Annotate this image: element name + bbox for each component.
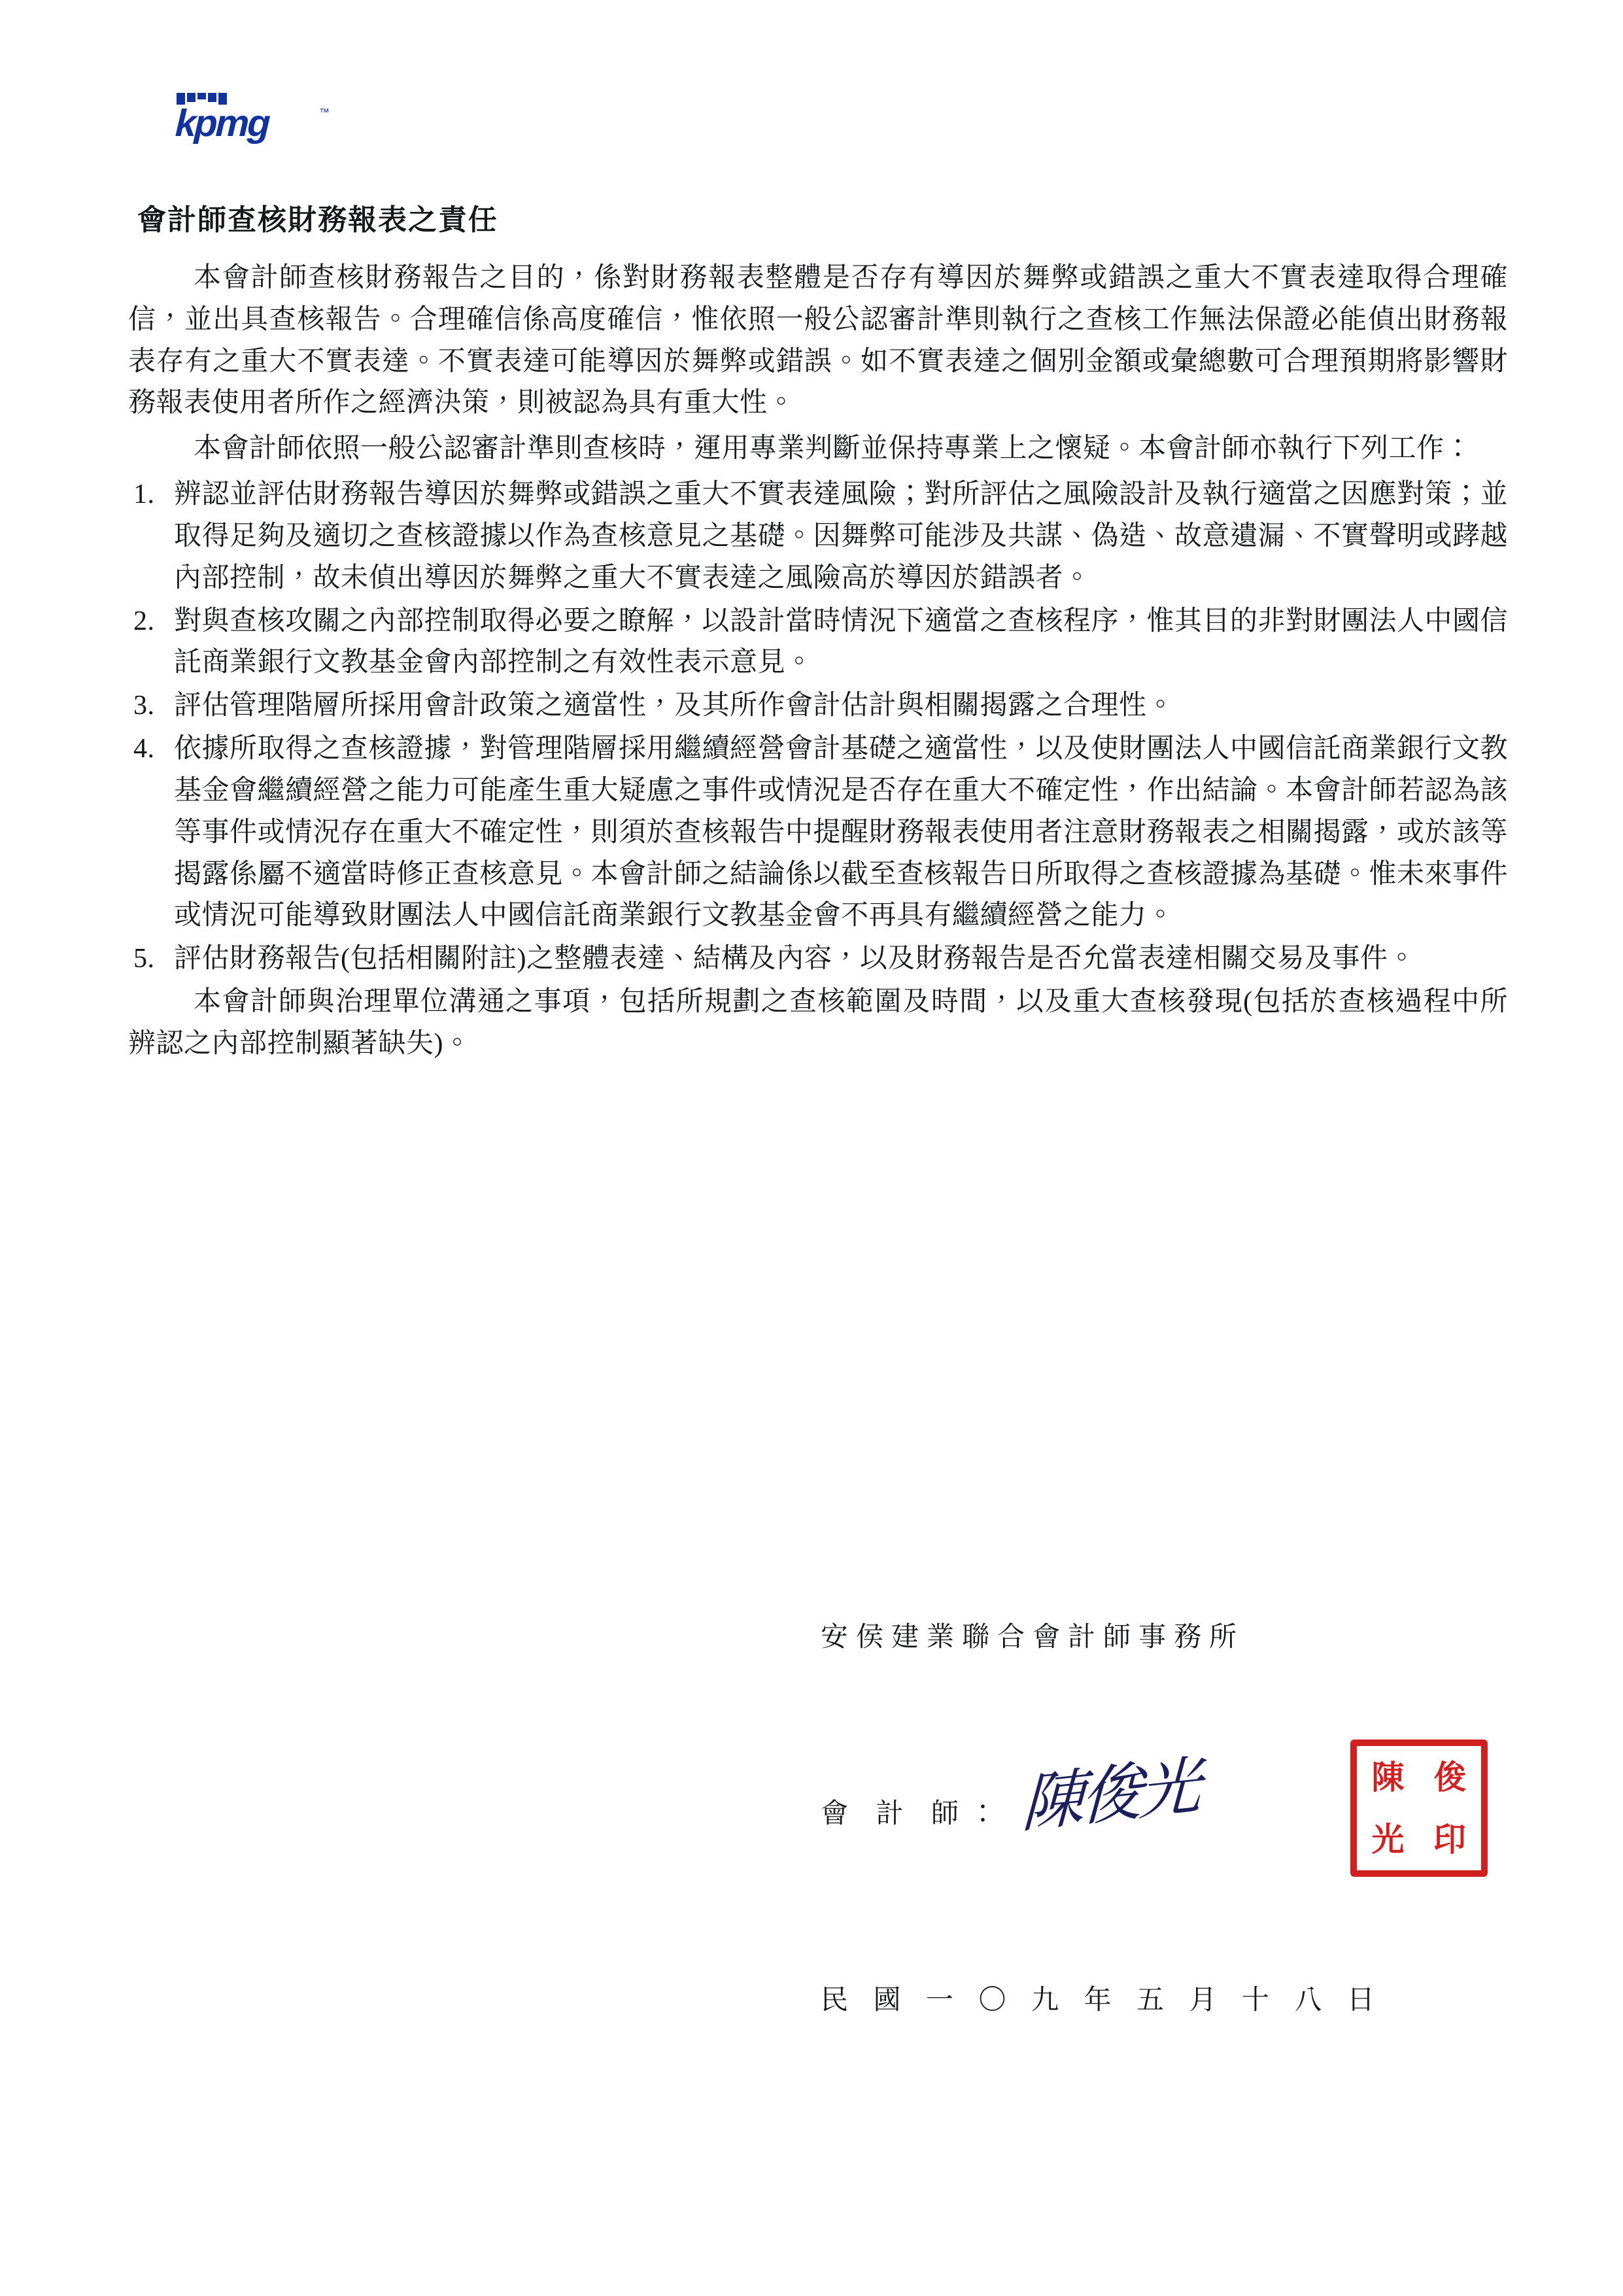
paragraph-3: 本會計師與治理單位溝通之事項，包括所規劃之查核範圍及時間，以及重大查核發現(包括於查核過程中所辨認之內部控制顯著缺失)。 (128, 987, 1508, 1059)
list-item: 評估財務報告(包括相關附註)之整體表達、結構及內容，以及財務報告是否允當表達相關交易及事件。 (174, 944, 1416, 974)
document-body (128, 196, 1508, 1069)
red-seal-stamp (1350, 1739, 1488, 1877)
logo-wordmark: kpmg (174, 102, 269, 145)
section-heading: 會計師查核財務報表之責任 (137, 204, 498, 236)
signature-date: 民 國 一 〇 九 年 五 月 十 八 日 (821, 1985, 1384, 2015)
seal-char: 俊 (1433, 1758, 1467, 1796)
signature-row (821, 1751, 1199, 1840)
paragraph-2: 本會計師依照一般公認審計準則查核時，運用專業判斷並保持專業上之懷疑。本會計師亦執行下列工作： (194, 434, 1473, 464)
trademark-symbol: ™ (319, 107, 330, 118)
list-item: 依據所取得之查核證據，對管理階層採用繼續經營會計基礎之適當性，以及使財團法人中國信託商業銀行文教基金會繼續經營之能力可能產生重大疑慮之事件或情況是否存在重大不確定性，作出結論。本會計師若認為該等事件或情況存在重大不確定性，則須於查核報告中提醒財務報表使用者注意財務報表之相關揭露，或於該等揭露係屬不適當時修正查核意見。本會計師之結論係以截至查核報告日所取得之查核證據為基礎。惟未來事件或情況可能導致財團法人中國信託商業銀行文教基金會不再具有繼續經營之能力。 (174, 734, 1509, 931)
list-item: 對與查核攻關之內部控制取得必要之瞭解，以設計當時情況下適當之查核程序，惟其目的非對財團法人中國信託商業銀行文教基金會內部控制之有效性表示意見。 (174, 606, 1509, 678)
paragraph-1: 本會計師查核財務報告之目的，係對財務報表整體是否存有導因於舞弊或錯誤之重大不實表達取得合理確信，並出具查核報告。合理確信係高度確信，惟依照一般公認審計準則執行之查核工作無法保證必能偵出財務報表存有之重大不實表達。不實表達可能導因於舞弊或錯誤。如不實表達之個別金額或彙總數可合理預期將影響財務報表使用者所作之經濟決策，則被認為具有重大性。 (128, 263, 1508, 419)
signer-label: 會 計 師： (821, 1799, 1008, 1829)
firm-name: 安侯建業聯合會計師事務所 (821, 1622, 1245, 1653)
list-item: 辨認並評估財務報告導因於舞弊或錯誤之重大不實表達風險；對所評估之風險設計及執行適當之因應對策；並取得足夠及適切之查核證據以作為查核意見之基礎。因舞弊可能涉及共謀、偽造、故意遺漏、不實聲明或踍越內部控制，故未偵出導因於舞弊之重大不實表達之風險高於導因於錯誤者。 (174, 479, 1509, 593)
audit-procedures-list (128, 474, 1508, 980)
logo-box (174, 102, 330, 145)
seal-char: 印 (1433, 1821, 1467, 1858)
kpmg-logo (175, 103, 332, 163)
seal-char: 陳 (1371, 1758, 1405, 1796)
list-item: 評估管理階層所採用會計政策之適當性，及其所作會計估計與相關揭露之合理性。 (174, 691, 1175, 721)
seal-char: 光 (1371, 1821, 1405, 1858)
handwritten-signature: 陳俊光 (1020, 1751, 1199, 1840)
